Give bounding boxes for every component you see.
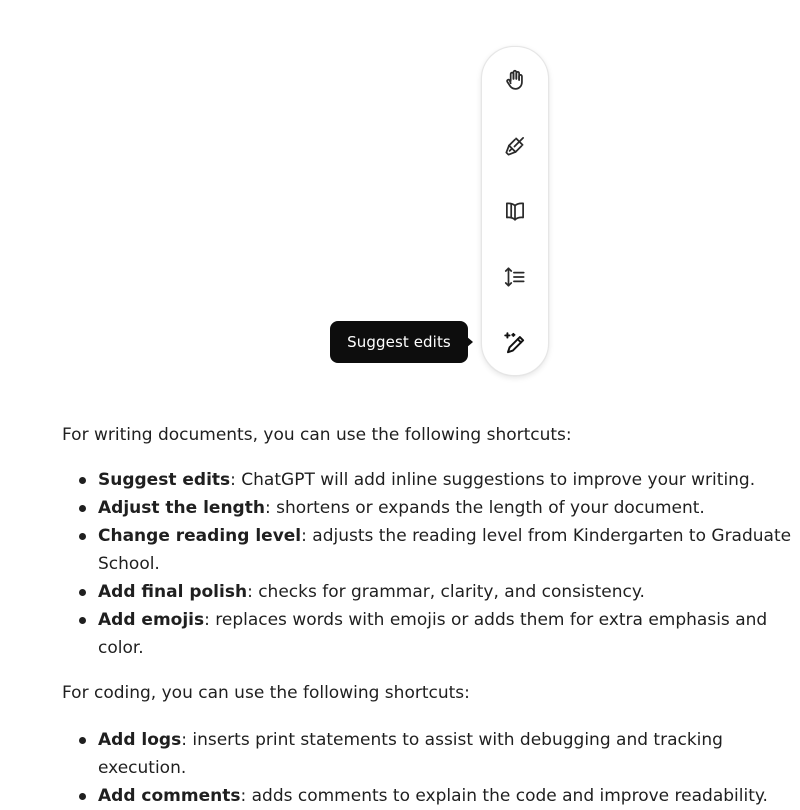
adjust-length-icon — [502, 264, 528, 290]
shortcut-description: : replaces words with emojis or adds them for extra emphasis and color. — [98, 610, 768, 658]
list-item — [62, 466, 798, 494]
list-item — [62, 522, 798, 578]
book-icon — [502, 198, 528, 224]
writing-shortcuts-list — [62, 466, 798, 662]
shortcut-term: Add comments — [98, 786, 241, 806]
shortcut-term: Change reading level — [98, 526, 302, 546]
list-item — [62, 726, 798, 782]
shortcut-term: Add final polish — [98, 582, 248, 602]
shortcut-term: Add logs — [98, 730, 182, 750]
shortcut-description: : shortens or expands the length of your document. — [264, 498, 705, 518]
shortcut-term: Add emojis — [98, 610, 205, 630]
list-item — [62, 782, 798, 810]
canvas-shortcuts-screenshot — [0, 0, 800, 390]
article-body — [62, 421, 798, 810]
polish-button[interactable] — [495, 126, 535, 166]
hand-icon — [502, 67, 528, 93]
suggest-edits-button[interactable] — [495, 323, 535, 363]
reading-level-button[interactable] — [495, 191, 535, 231]
paintbrush-icon — [502, 133, 528, 159]
list-item — [62, 494, 798, 522]
shortcut-toolbar — [481, 46, 549, 376]
shortcut-description: : adds comments to explain the code and improve readability. — [240, 786, 768, 806]
adjust-length-button[interactable] — [495, 257, 535, 297]
shortcut-term: Suggest edits — [98, 470, 231, 490]
shortcut-description: : ChatGPT will add inline suggestions to improve your writing. — [230, 470, 756, 490]
coding-intro: For coding, you can use the following shortcuts: — [62, 683, 470, 703]
shortcut-term: Adjust the length — [98, 498, 265, 518]
emoji-button[interactable] — [495, 60, 535, 100]
shortcut-description: : inserts print statements to assist with debugging and tracking execution. — [98, 730, 723, 778]
list-item — [62, 606, 798, 662]
writing-intro: For writing documents, you can use the following shortcuts: — [62, 425, 572, 445]
coding-shortcuts-list — [62, 726, 798, 810]
list-item — [62, 578, 798, 606]
shortcut-description: : checks for grammar, clarity, and consistency. — [247, 582, 645, 602]
suggest-edits-icon — [502, 330, 528, 356]
suggest-edits-tooltip: Suggest edits — [330, 321, 468, 363]
shortcut-description: : adjusts the reading level from Kindergarten to Graduate School. — [98, 526, 792, 574]
